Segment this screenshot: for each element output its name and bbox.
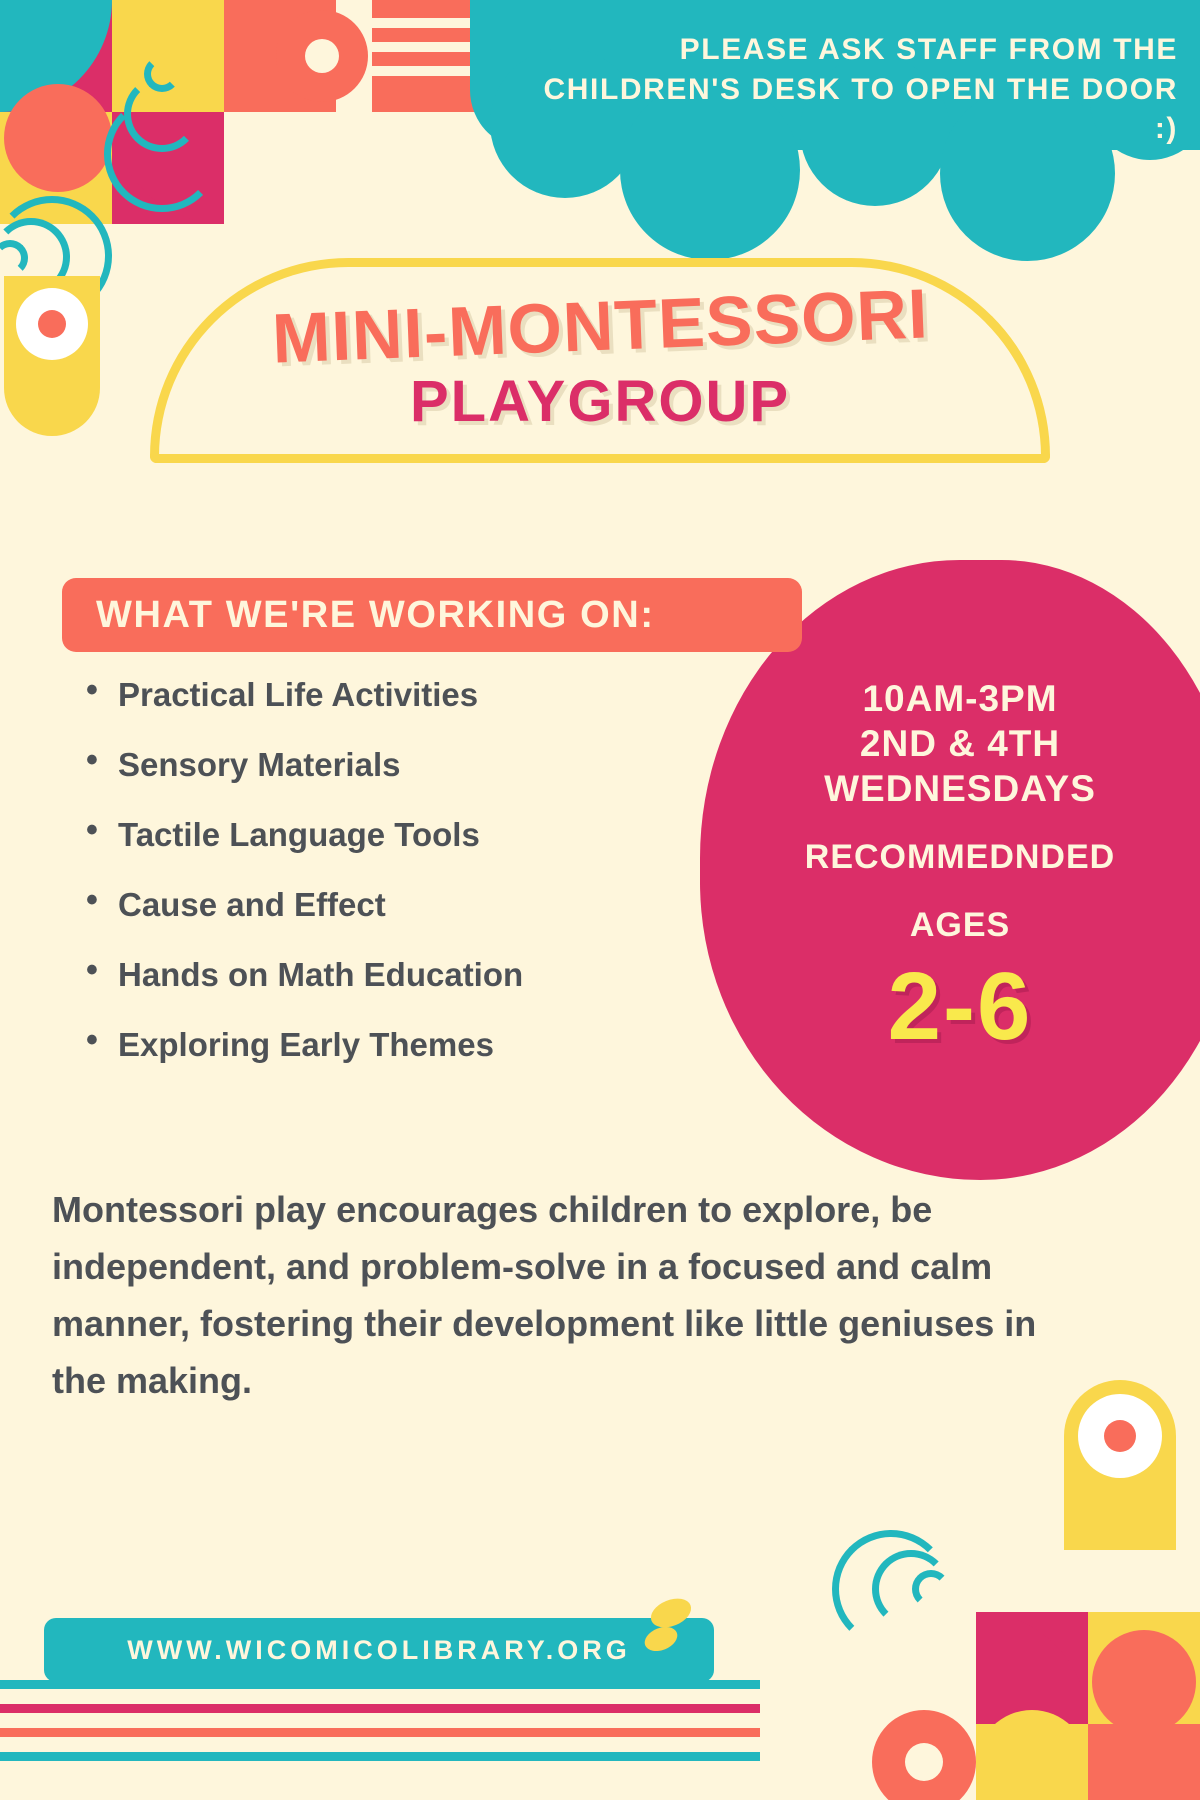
ages-label-line2: AGES [909,905,1011,944]
ages-value: 2-6 [887,953,1033,1061]
list-item: • Tactile Language Tools [78,818,778,851]
working-on-list [78,678,778,1098]
white-ring-shape-2 [1078,1394,1162,1478]
session-days-line2: WEDNESDAYS [824,768,1096,810]
orange-ring-shape-2 [872,1710,976,1800]
bottom-stripe-lines [0,1680,760,1772]
page-title: MINI-MONTESSORI [270,274,930,378]
orange-circle-shape [4,84,112,192]
orange-ring-shape [276,10,368,102]
list-item: • Hands on Math Education [78,958,778,991]
working-on-heading: WHAT WE'RE WORKING ON: [96,593,655,636]
staff-notice-text: PLEASE ASK STAFF FROM THE CHILDREN'S DESK TO OPEN THE DOOR :) [543,33,1178,146]
page-subtitle: PLAYGROUP [409,369,791,434]
website-url-banner[interactable] [44,1618,714,1682]
description-text: Montessori play encourages children to explore, be independent, and problem-solve in a focused and calm manner, fostering their development like little geniuses in the making. [52,1189,1037,1401]
yellow-swoosh-icon [640,1600,700,1670]
teal-arcs-decoration-3 [820,1530,950,1660]
list-item: • Exploring Early Themes [78,1028,778,1061]
list-item: • Cause and Effect [78,888,778,921]
orange-square-shape-2 [1088,1724,1200,1800]
list-item: • Practical Life Activities [78,678,778,711]
title-block [150,258,1050,463]
session-time: 10AM-3PM [862,678,1058,719]
working-on-heading-banner [62,578,802,652]
bottom-right-decoration [780,1380,1200,1800]
white-ring-shape [16,288,88,360]
ages-label-line1: RECOMMEDNDED [804,838,1116,877]
session-days-line1: 2ND & 4TH [859,723,1061,765]
website-url: WWW.WICOMICOLIBRARY.ORG [127,1634,631,1665]
list-item: • Sensory Materials [78,748,778,781]
schedule-details [760,676,1160,1062]
orange-circle-shape-2 [1092,1630,1196,1734]
